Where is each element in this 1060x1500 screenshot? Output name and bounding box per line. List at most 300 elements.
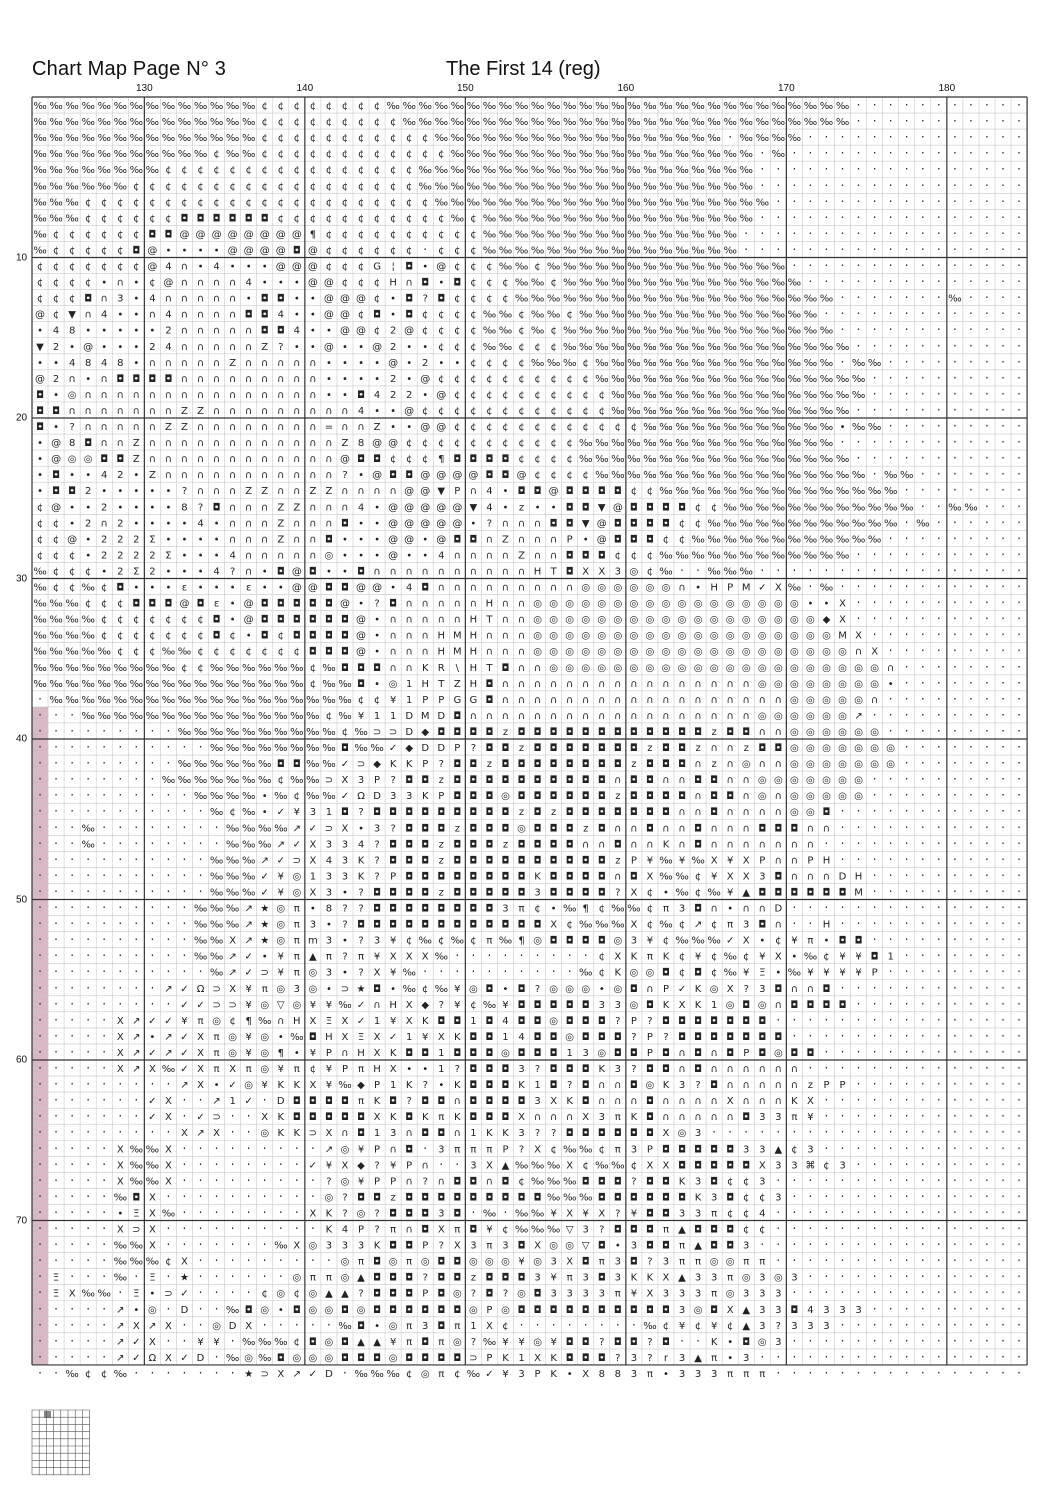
grid-symbol: · bbox=[889, 933, 893, 947]
grid-symbol: ¢ bbox=[759, 1192, 765, 1203]
grid-symbol: ∩ bbox=[743, 1064, 750, 1075]
grid-symbol: @ bbox=[324, 342, 334, 353]
grid-symbol: ◘ bbox=[389, 599, 397, 610]
grid-symbol: ‰ bbox=[804, 374, 817, 385]
grid-symbol: ‰ bbox=[547, 294, 560, 305]
grid-symbol: ◘ bbox=[694, 727, 702, 738]
grid-symbol: π bbox=[358, 1096, 364, 1107]
grid-symbol: ◘ bbox=[646, 1000, 654, 1011]
grid-symbol: ¥ bbox=[807, 968, 813, 979]
grid-symbol: · bbox=[889, 1254, 893, 1268]
grid-symbol: ¥ bbox=[278, 968, 284, 979]
grid-symbol: 3 bbox=[342, 855, 348, 866]
grid-symbol: ? bbox=[374, 855, 379, 866]
grid-symbol: ◘ bbox=[389, 1305, 397, 1316]
grid-symbol: ‰ bbox=[836, 454, 849, 465]
grid-symbol: • bbox=[358, 358, 364, 369]
grid-symbol: ∩ bbox=[389, 615, 396, 626]
grid-symbol: ¢ bbox=[101, 615, 107, 626]
grid-symbol: @ bbox=[67, 534, 77, 545]
grid-symbol: · bbox=[873, 1013, 877, 1027]
grid-symbol: ‰ bbox=[772, 550, 785, 561]
grid-symbol: • bbox=[358, 374, 364, 385]
grid-symbol: · bbox=[1001, 435, 1005, 449]
grid-symbol: ‰ bbox=[579, 245, 592, 256]
grid-symbol: 1 bbox=[326, 807, 332, 818]
grid-symbol: · bbox=[985, 612, 989, 626]
grid-symbol: · bbox=[199, 1222, 203, 1236]
grid-symbol: ‰ bbox=[707, 326, 720, 337]
grid-symbol: ◘ bbox=[790, 887, 798, 898]
grid-symbol: 3 bbox=[583, 1289, 589, 1300]
grid-symbol: · bbox=[809, 1189, 813, 1203]
grid-symbol: ◘ bbox=[790, 1048, 798, 1059]
grid-symbol: 3 bbox=[791, 1273, 797, 1284]
grid-symbol: ‰ bbox=[611, 390, 624, 401]
grid-symbol: • bbox=[358, 823, 364, 834]
grid-symbol: · bbox=[1001, 563, 1005, 577]
grid-symbol: · bbox=[54, 724, 58, 738]
grid-symbol: ◎ bbox=[710, 631, 719, 642]
grid-symbol: ‰ bbox=[33, 647, 46, 658]
grid-symbol: · bbox=[905, 515, 909, 529]
grid-symbol: ◘ bbox=[839, 887, 847, 898]
grid-symbol: ◎ bbox=[533, 936, 542, 947]
grid-symbol: • bbox=[149, 1289, 155, 1300]
grid-symbol: ¢ bbox=[262, 1289, 268, 1300]
grid-symbol: ◎ bbox=[838, 743, 847, 754]
grid-symbol: ◘ bbox=[341, 663, 349, 674]
grid-symbol: ‰ bbox=[563, 149, 576, 160]
grid-symbol: · bbox=[841, 820, 845, 834]
grid-symbol: X bbox=[727, 1096, 734, 1107]
grid-symbol: · bbox=[905, 210, 909, 224]
grid-symbol: @ bbox=[324, 278, 334, 289]
grid-symbol: ‰ bbox=[386, 101, 399, 112]
grid-symbol: ‰ bbox=[804, 550, 817, 561]
grid-symbol: · bbox=[889, 628, 893, 642]
grid-symbol: ∩ bbox=[678, 711, 685, 722]
grid-symbol: · bbox=[953, 547, 957, 561]
grid-symbol: ◘ bbox=[293, 1305, 301, 1316]
grid-symbol: ¢ bbox=[454, 406, 460, 417]
grid-symbol: ∩ bbox=[694, 791, 701, 802]
grid-symbol: ‰ bbox=[611, 133, 624, 144]
grid-symbol: ▲ bbox=[325, 1289, 333, 1300]
grid-symbol: ◘ bbox=[421, 1128, 429, 1139]
grid-symbol: · bbox=[792, 146, 796, 160]
grid-symbol: ◎ bbox=[549, 647, 558, 658]
grid-symbol: ‰ bbox=[146, 133, 159, 144]
grid-symbol: · bbox=[953, 210, 957, 224]
grid-symbol: ¥ bbox=[390, 936, 396, 947]
grid-symbol: ¢ bbox=[117, 615, 123, 626]
grid-symbol: ◎ bbox=[630, 583, 639, 594]
grid-symbol: ‰ bbox=[49, 165, 62, 176]
grid-symbol: · bbox=[889, 146, 893, 160]
grid-symbol: ◎ bbox=[726, 599, 735, 610]
grid-symbol: ¢ bbox=[358, 262, 364, 273]
grid-symbol: ◘ bbox=[790, 823, 798, 834]
grid-symbol: · bbox=[616, 1318, 620, 1332]
grid-symbol: ∩ bbox=[791, 984, 798, 995]
grid-symbol: · bbox=[1001, 740, 1005, 754]
grid-symbol: H bbox=[534, 566, 542, 577]
grid-symbol: · bbox=[1001, 114, 1005, 128]
grid-symbol: ‰ bbox=[419, 117, 432, 128]
grid-symbol: ¢ bbox=[454, 1369, 460, 1380]
grid-symbol: · bbox=[921, 98, 925, 112]
grid-symbol: · bbox=[167, 1270, 171, 1284]
grid-symbol: · bbox=[889, 371, 893, 385]
grid-symbol: ‰ bbox=[579, 262, 592, 273]
grid-symbol: · bbox=[857, 1222, 861, 1236]
grid-symbol: · bbox=[969, 756, 973, 770]
grid-symbol: ‰ bbox=[258, 839, 271, 850]
grid-symbol: · bbox=[102, 997, 106, 1011]
grid-symbol: ◎ bbox=[501, 1305, 510, 1316]
grid-symbol: ‰ bbox=[675, 342, 688, 353]
grid-symbol: · bbox=[985, 1141, 989, 1155]
grid-symbol: · bbox=[969, 917, 973, 931]
grid-symbol: · bbox=[889, 644, 893, 658]
grid-symbol: · bbox=[921, 1222, 925, 1236]
grid-symbol: · bbox=[38, 1045, 42, 1059]
grid-symbol: · bbox=[744, 226, 748, 240]
grid-symbol: 3 bbox=[775, 1112, 781, 1123]
grid-symbol: · bbox=[1017, 933, 1021, 947]
grid-symbol: ◘ bbox=[678, 1160, 686, 1171]
grid-symbol: 4 bbox=[213, 566, 219, 577]
grid-symbol: ¢ bbox=[101, 262, 107, 273]
grid-symbol: ‰ bbox=[226, 839, 239, 850]
grid-symbol: ¢ bbox=[53, 229, 59, 240]
grid-symbol: ∩ bbox=[518, 631, 525, 642]
grid-symbol: ‰ bbox=[836, 518, 849, 529]
column-label: 140 bbox=[297, 83, 314, 94]
grid-symbol: • bbox=[198, 583, 204, 594]
grid-symbol: · bbox=[279, 1141, 283, 1155]
grid-symbol: ◘ bbox=[373, 1273, 381, 1284]
grid-symbol: · bbox=[696, 563, 700, 577]
grid-symbol: ∩ bbox=[743, 1080, 750, 1091]
grid-symbol: ◘ bbox=[502, 1192, 510, 1203]
grid-symbol: ‰ bbox=[49, 631, 62, 642]
grid-symbol: · bbox=[873, 1286, 877, 1300]
grid-symbol: ◘ bbox=[485, 727, 493, 738]
grid-symbol: 3 bbox=[358, 775, 364, 786]
grid-symbol: ∩ bbox=[406, 615, 413, 626]
grid-symbol: ◎ bbox=[790, 599, 799, 610]
grid-symbol: ‰ bbox=[98, 695, 111, 706]
grid-symbol: · bbox=[1017, 997, 1021, 1011]
grid-symbol: · bbox=[921, 772, 925, 786]
grid-symbol: · bbox=[150, 933, 154, 947]
grid-symbol: · bbox=[70, 1157, 74, 1171]
grid-symbol: ∩ bbox=[309, 390, 316, 401]
grid-symbol: · bbox=[295, 1157, 299, 1171]
grid-symbol: ¢ bbox=[133, 647, 139, 658]
grid-symbol: · bbox=[247, 1189, 251, 1203]
grid-symbol: ∩ bbox=[743, 839, 750, 850]
grid-symbol: ◎ bbox=[646, 1080, 655, 1091]
grid-symbol: • bbox=[551, 502, 557, 513]
grid-symbol: • bbox=[230, 615, 236, 626]
grid-symbol: · bbox=[953, 1254, 957, 1268]
grid-symbol: ¢ bbox=[566, 454, 572, 465]
grid-symbol: ◎ bbox=[662, 663, 671, 674]
grid-symbol: · bbox=[889, 1302, 893, 1316]
grid-symbol: π bbox=[310, 1273, 316, 1284]
grid-symbol: · bbox=[1017, 499, 1021, 513]
grid-symbol: ‰ bbox=[659, 920, 672, 931]
grid-symbol: ★ bbox=[260, 936, 269, 947]
grid-symbol: · bbox=[841, 1045, 845, 1059]
grid-symbol: @ bbox=[388, 550, 398, 561]
grid-symbol: z bbox=[503, 727, 508, 738]
grid-symbol: X bbox=[309, 1016, 316, 1027]
grid-symbol: · bbox=[857, 435, 861, 449]
grid-symbol: K bbox=[550, 1353, 557, 1364]
grid-symbol: X bbox=[69, 1289, 76, 1300]
grid-symbol: • bbox=[214, 245, 220, 256]
grid-symbol: · bbox=[953, 1302, 957, 1316]
grid-symbol: · bbox=[825, 194, 829, 208]
grid-symbol: T bbox=[437, 679, 445, 690]
grid-symbol: ‰ bbox=[290, 679, 303, 690]
grid-symbol: ‰ bbox=[162, 695, 175, 706]
grid-symbol: ∩ bbox=[229, 294, 236, 305]
grid-symbol: • bbox=[358, 518, 364, 529]
grid-symbol: ¢ bbox=[583, 406, 589, 417]
grid-symbol: · bbox=[905, 531, 909, 545]
grid-symbol: ◎ bbox=[790, 679, 799, 690]
grid-symbol: • bbox=[101, 342, 107, 353]
grid-symbol: ◘ bbox=[309, 647, 317, 658]
grid-symbol: ◘ bbox=[662, 1305, 670, 1316]
grid-symbol: ? bbox=[326, 1176, 331, 1187]
grid-symbol: ◘ bbox=[871, 952, 879, 963]
grid-symbol: · bbox=[985, 1238, 989, 1252]
row-label: 60 bbox=[16, 1055, 27, 1066]
grid-symbol: ‰ bbox=[595, 326, 608, 337]
grid-symbol: ∩ bbox=[502, 615, 509, 626]
grid-symbol: ¢ bbox=[374, 149, 380, 160]
grid-symbol: ‰ bbox=[836, 406, 849, 417]
grid-symbol: · bbox=[54, 1093, 58, 1107]
grid-symbol: ‰ bbox=[675, 550, 688, 561]
grid-symbol: P bbox=[486, 1305, 492, 1316]
grid-symbol: 3 bbox=[566, 1289, 572, 1300]
grid-symbol: · bbox=[86, 1350, 90, 1364]
grid-symbol: · bbox=[1017, 692, 1021, 706]
grid-symbol: ∩ bbox=[406, 1176, 413, 1187]
grid-symbol: · bbox=[905, 756, 909, 770]
grid-symbol: · bbox=[841, 291, 845, 305]
grid-symbol: ¢ bbox=[197, 647, 203, 658]
grid-symbol: ◘ bbox=[469, 920, 477, 931]
grid-symbol: ¢ bbox=[165, 165, 171, 176]
grid-symbol: · bbox=[841, 1093, 845, 1107]
grid-symbol: ‰ bbox=[820, 101, 833, 112]
grid-symbol: · bbox=[231, 1254, 235, 1268]
grid-symbol: ¢ bbox=[406, 936, 412, 947]
grid-symbol: ‰ bbox=[804, 342, 817, 353]
grid-symbol: ‰ bbox=[740, 149, 753, 160]
grid-symbol: X bbox=[149, 1208, 156, 1219]
grid-symbol: ◘ bbox=[710, 807, 718, 818]
grid-symbol: ¢ bbox=[438, 342, 444, 353]
grid-symbol: · bbox=[953, 1350, 957, 1364]
grid-symbol: ◘ bbox=[325, 1096, 333, 1107]
grid-symbol: π bbox=[679, 1257, 685, 1268]
grid-symbol: ◘ bbox=[421, 1353, 429, 1364]
grid-symbol: ¢ bbox=[53, 550, 59, 561]
grid-symbol: ‰ bbox=[194, 904, 207, 915]
grid-symbol: ¥ bbox=[631, 1208, 637, 1219]
grid-symbol: • bbox=[182, 566, 188, 577]
grid-symbol: X bbox=[807, 1096, 814, 1107]
grid-symbol: ¢ bbox=[550, 390, 556, 401]
grid-symbol: ‰ bbox=[130, 165, 143, 176]
grid-symbol: ¢ bbox=[358, 245, 364, 256]
grid-symbol: 3 bbox=[518, 1369, 524, 1380]
grid-symbol: ‰ bbox=[130, 663, 143, 674]
grid-symbol: · bbox=[38, 1334, 42, 1348]
grid-symbol: ◘ bbox=[630, 807, 638, 818]
grid-symbol: • bbox=[663, 887, 669, 898]
grid-symbol: 3 bbox=[583, 1225, 589, 1236]
grid-symbol: ¢ bbox=[358, 133, 364, 144]
grid-symbol: ¢ bbox=[518, 390, 524, 401]
grid-symbol: ‰ bbox=[627, 229, 640, 240]
grid-symbol: · bbox=[215, 836, 219, 850]
grid-symbol: • bbox=[422, 550, 428, 561]
grid-symbol: • bbox=[117, 310, 123, 321]
grid-symbol: · bbox=[118, 949, 122, 963]
grid-symbol: P bbox=[326, 1048, 332, 1059]
grid-symbol: ¢ bbox=[534, 406, 540, 417]
grid-symbol: · bbox=[70, 1125, 74, 1139]
grid-symbol: · bbox=[167, 997, 171, 1011]
grid-symbol: · bbox=[857, 563, 861, 577]
grid-symbol: ∩ bbox=[309, 550, 316, 561]
grid-symbol: @ bbox=[244, 615, 254, 626]
grid-symbol: ◘ bbox=[566, 823, 574, 834]
grid-symbol: ¥ bbox=[245, 984, 251, 995]
grid-symbol: ‰ bbox=[611, 245, 624, 256]
grid-symbol: · bbox=[38, 965, 42, 979]
grid-symbol: ‰ bbox=[691, 936, 704, 947]
grid-symbol: ∩ bbox=[341, 1128, 348, 1139]
grid-symbol: ‰ bbox=[33, 133, 46, 144]
grid-symbol: ◘ bbox=[357, 920, 365, 931]
grid-symbol: ◘ bbox=[694, 968, 702, 979]
grid-symbol: · bbox=[680, 1334, 684, 1348]
grid-symbol: · bbox=[857, 1157, 861, 1171]
grid-symbol: 4 bbox=[486, 502, 492, 513]
grid-symbol: ∩ bbox=[245, 438, 252, 449]
grid-symbol: · bbox=[873, 226, 877, 240]
grid-symbol: · bbox=[969, 1013, 973, 1027]
grid-symbol: Σ bbox=[149, 534, 155, 545]
grid-symbol: ◎ bbox=[758, 631, 767, 642]
grid-symbol: ¥ bbox=[245, 1000, 251, 1011]
grid-symbol: z bbox=[615, 855, 620, 866]
grid-symbol: ∩ bbox=[277, 406, 284, 417]
grid-symbol: · bbox=[231, 1334, 235, 1348]
grid-symbol: ◎ bbox=[646, 968, 655, 979]
grid-symbol: ◘ bbox=[437, 1016, 445, 1027]
grid-symbol: ✓ bbox=[148, 1096, 156, 1107]
grid-symbol: K bbox=[631, 952, 638, 963]
grid-symbol: ∩ bbox=[710, 823, 717, 834]
grid-symbol: • bbox=[294, 1048, 300, 1059]
grid-symbol: · bbox=[841, 1173, 845, 1187]
grid-symbol: · bbox=[568, 1318, 572, 1332]
grid-symbol: ‰ bbox=[788, 422, 801, 433]
grid-symbol: Z bbox=[165, 422, 172, 433]
grid-symbol: ◎ bbox=[309, 1353, 318, 1364]
grid-symbol: · bbox=[70, 917, 74, 931]
grid-symbol: ‰ bbox=[258, 695, 271, 706]
grid-symbol: · bbox=[134, 804, 138, 818]
grid-symbol: • bbox=[294, 342, 300, 353]
grid-symbol: ▼ bbox=[437, 486, 445, 497]
grid-symbol: · bbox=[1017, 740, 1021, 754]
grid-symbol: ✓ bbox=[389, 743, 397, 754]
grid-symbol: · bbox=[873, 1077, 877, 1091]
grid-symbol: · bbox=[905, 596, 909, 610]
grid-symbol: ◎ bbox=[806, 711, 815, 722]
grid-symbol: ◎ bbox=[854, 743, 863, 754]
grid-symbol: · bbox=[86, 1173, 90, 1187]
grid-symbol: · bbox=[985, 499, 989, 513]
grid-symbol: @ bbox=[597, 534, 607, 545]
grid-symbol: · bbox=[199, 1286, 203, 1300]
grid-symbol: ¥ bbox=[518, 1337, 524, 1348]
grid-symbol: ¢ bbox=[454, 438, 460, 449]
grid-symbol: · bbox=[937, 1318, 941, 1332]
grid-symbol: ◎ bbox=[260, 1000, 269, 1011]
grid-symbol: ‰ bbox=[402, 984, 415, 995]
grid-symbol: P bbox=[872, 968, 878, 979]
grid-symbol: · bbox=[985, 981, 989, 995]
grid-symbol: · bbox=[38, 804, 42, 818]
grid-symbol: ¢ bbox=[470, 326, 476, 337]
grid-symbol: ‰ bbox=[130, 149, 143, 160]
grid-symbol: ‰ bbox=[33, 181, 46, 192]
grid-symbol: ¢ bbox=[374, 326, 380, 337]
grid-symbol: K bbox=[422, 663, 429, 674]
grid-symbol: ¢ bbox=[743, 1208, 749, 1219]
grid-symbol: • bbox=[824, 936, 830, 947]
grid-symbol: · bbox=[231, 1189, 235, 1203]
grid-symbol: · bbox=[873, 628, 877, 642]
grid-symbol: ◘ bbox=[357, 1192, 365, 1203]
grid-symbol: · bbox=[247, 1141, 251, 1155]
grid-symbol: ‰ bbox=[419, 181, 432, 192]
grid-symbol: · bbox=[889, 1205, 893, 1219]
grid-symbol: · bbox=[985, 852, 989, 866]
grid-symbol: ‰ bbox=[98, 1289, 111, 1300]
grid-symbol: · bbox=[937, 772, 941, 786]
grid-symbol: • bbox=[535, 502, 541, 513]
grid-symbol: ◘ bbox=[357, 566, 365, 577]
grid-symbol: 3 bbox=[695, 1128, 701, 1139]
grid-symbol: · bbox=[54, 868, 58, 882]
grid-symbol: ¢ bbox=[53, 534, 59, 545]
